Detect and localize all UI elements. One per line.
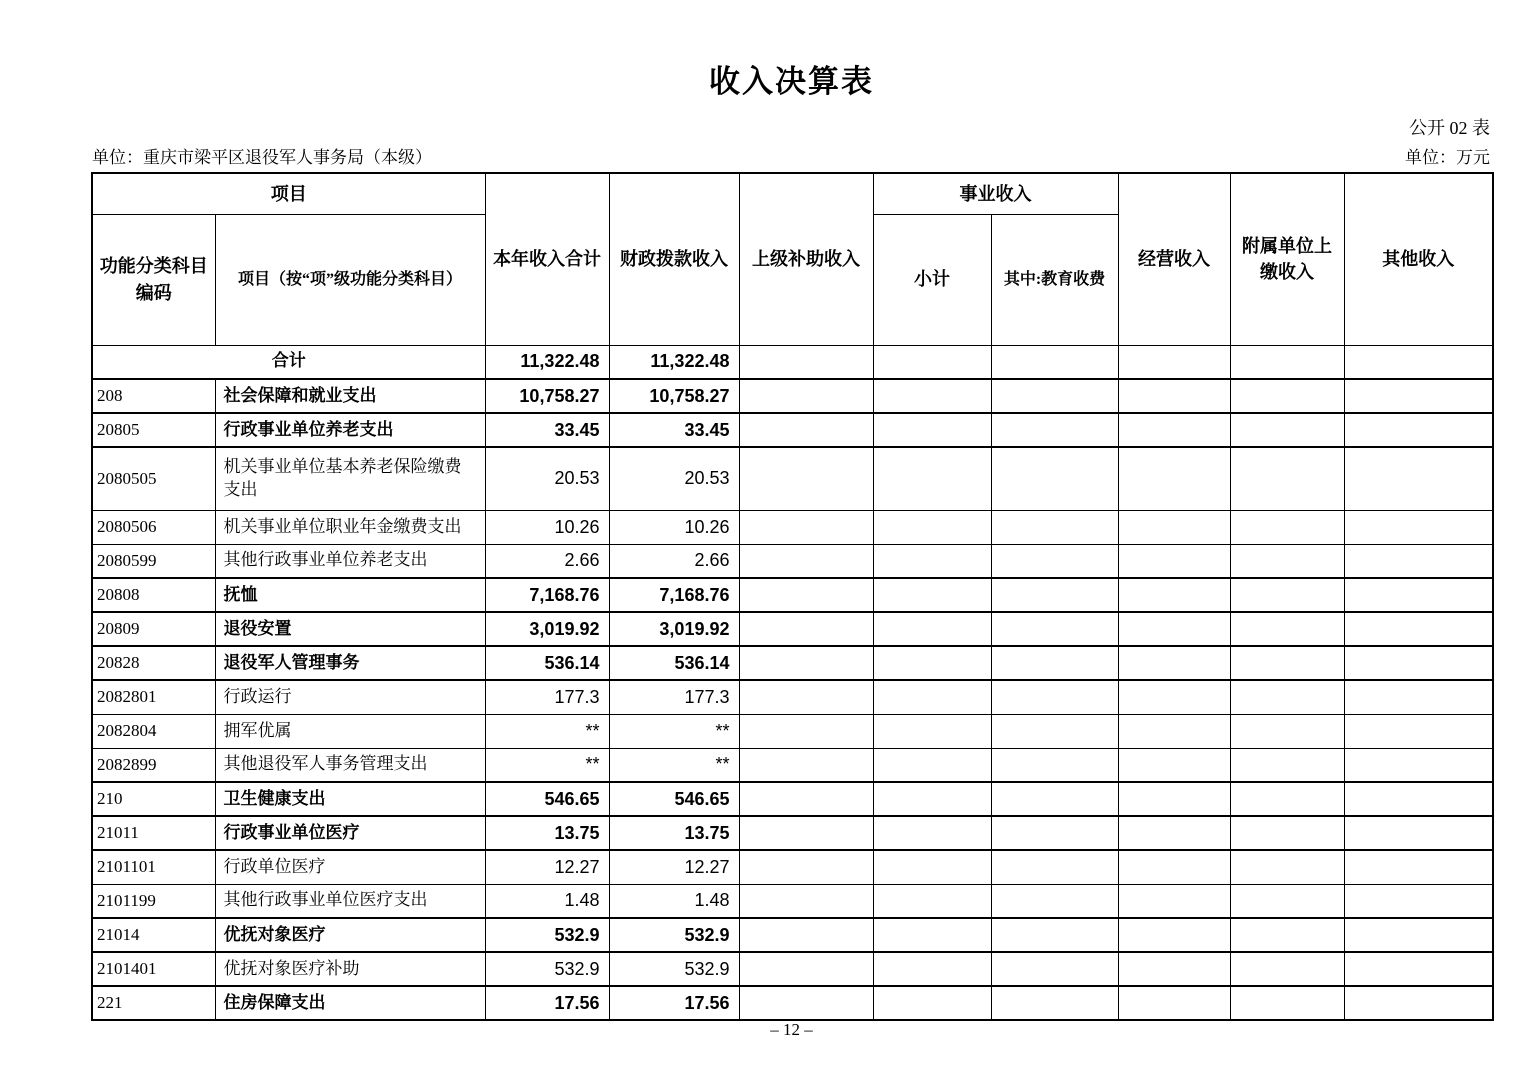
- row-code-cell: 2082804: [92, 714, 215, 748]
- table-row: [92, 680, 1493, 714]
- cell-other: [1344, 612, 1493, 646]
- cell-affiliated: [1230, 850, 1344, 884]
- header-item: 项目（按“项”级功能分类科目）: [215, 214, 485, 345]
- cell-business_subtotal: [873, 578, 991, 612]
- cell-operating: [1118, 447, 1230, 510]
- cell-other: [1344, 413, 1493, 447]
- cell-affiliated: [1230, 379, 1344, 413]
- cell-other: [1344, 578, 1493, 612]
- cell-business_edu: [991, 447, 1118, 510]
- cell-year_total: 532.9: [485, 952, 609, 986]
- cell-affiliated: [1230, 714, 1344, 748]
- cell-fiscal: 532.9: [609, 952, 739, 986]
- cell-business_edu: [991, 850, 1118, 884]
- cell-business_subtotal: [873, 714, 991, 748]
- row-name-cell: 优抚对象医疗补助: [215, 952, 485, 986]
- table-row: [92, 612, 1493, 646]
- cell-fiscal: 10,758.27: [609, 379, 739, 413]
- row-code-cell: 2101401: [92, 952, 215, 986]
- cell-other: [1344, 986, 1493, 1020]
- cell-year_total: 532.9: [485, 918, 609, 952]
- cell-year_total: 11,322.48: [485, 345, 609, 379]
- row-name-cell: 卫生健康支出: [215, 782, 485, 816]
- cell-superior: [739, 379, 873, 413]
- cell-business_edu: [991, 646, 1118, 680]
- row-title-cell: 合计: [92, 345, 485, 379]
- cell-affiliated: [1230, 646, 1344, 680]
- table-row: [92, 714, 1493, 748]
- header-operating: 经营收入: [1118, 173, 1230, 345]
- cell-affiliated: [1230, 952, 1344, 986]
- cell-other: [1344, 447, 1493, 510]
- table-row: [92, 850, 1493, 884]
- row-code-cell: 2082801: [92, 680, 215, 714]
- cell-business_subtotal: [873, 952, 991, 986]
- cell-affiliated: [1230, 447, 1344, 510]
- cell-operating: [1118, 782, 1230, 816]
- cell-affiliated: [1230, 544, 1344, 578]
- header-project-group: 项目: [92, 173, 485, 214]
- cell-business_subtotal: [873, 986, 991, 1020]
- cell-fiscal: **: [609, 748, 739, 782]
- doc-number-label: 公开 02 表: [1409, 118, 1490, 138]
- cell-fiscal: 546.65: [609, 782, 739, 816]
- cell-operating: [1118, 748, 1230, 782]
- row-code-cell: 2082899: [92, 748, 215, 782]
- cell-business_edu: [991, 345, 1118, 379]
- page-title: 收入决算表: [709, 64, 874, 99]
- row-code-cell: 210: [92, 782, 215, 816]
- cell-business_subtotal: [873, 748, 991, 782]
- currency-unit-label: 单位：万元: [1405, 148, 1490, 167]
- row-name-cell: 抚恤: [215, 578, 485, 612]
- row-name-cell: 其他行政事业单位医疗支出: [215, 884, 485, 918]
- row-code-cell: 20805: [92, 413, 215, 447]
- cell-superior: [739, 578, 873, 612]
- table-row: [92, 748, 1493, 782]
- cell-superior: [739, 447, 873, 510]
- cell-operating: [1118, 413, 1230, 447]
- row-name-cell: 退役安置: [215, 612, 485, 646]
- cell-affiliated: [1230, 680, 1344, 714]
- cell-other: [1344, 816, 1493, 850]
- row-code-cell: 20809: [92, 612, 215, 646]
- table-row: [92, 510, 1493, 544]
- cell-operating: [1118, 379, 1230, 413]
- row-code-cell: 2080506: [92, 510, 215, 544]
- row-code-cell: 2080599: [92, 544, 215, 578]
- header-year-total: 本年收入合计: [485, 173, 609, 345]
- cell-operating: [1118, 918, 1230, 952]
- cell-business_subtotal: [873, 544, 991, 578]
- table-row: [92, 986, 1493, 1020]
- cell-business_edu: [991, 379, 1118, 413]
- cell-superior: [739, 510, 873, 544]
- cell-superior: [739, 884, 873, 918]
- cell-business_edu: [991, 612, 1118, 646]
- cell-superior: [739, 986, 873, 1020]
- table-body: [92, 345, 1493, 1020]
- cell-business_edu: [991, 748, 1118, 782]
- cell-fiscal: 532.9: [609, 918, 739, 952]
- cell-operating: [1118, 714, 1230, 748]
- header-affiliated: 附属单位上缴收入: [1230, 173, 1344, 345]
- cell-affiliated: [1230, 510, 1344, 544]
- cell-operating: [1118, 345, 1230, 379]
- cell-superior: [739, 748, 873, 782]
- table-row: [92, 379, 1493, 413]
- cell-year_total: **: [485, 748, 609, 782]
- row-name-cell: 行政运行: [215, 680, 485, 714]
- cell-fiscal: 11,322.48: [609, 345, 739, 379]
- cell-fiscal: 17.56: [609, 986, 739, 1020]
- cell-operating: [1118, 986, 1230, 1020]
- row-code-cell: 21011: [92, 816, 215, 850]
- cell-superior: [739, 952, 873, 986]
- cell-superior: [739, 345, 873, 379]
- cell-business_edu: [991, 578, 1118, 612]
- cell-superior: [739, 850, 873, 884]
- row-name-cell: 优抚对象医疗: [215, 918, 485, 952]
- cell-business_subtotal: [873, 612, 991, 646]
- cell-business_edu: [991, 714, 1118, 748]
- header-business-edu: 其中:教育收费: [991, 214, 1118, 345]
- cell-year_total: 17.56: [485, 986, 609, 1020]
- cell-operating: [1118, 612, 1230, 646]
- row-name-cell: 其他退役军人事务管理支出: [215, 748, 485, 782]
- cell-superior: [739, 544, 873, 578]
- cell-affiliated: [1230, 748, 1344, 782]
- cell-year_total: 3,019.92: [485, 612, 609, 646]
- cell-affiliated: [1230, 816, 1344, 850]
- cell-superior: [739, 612, 873, 646]
- table-row: [92, 544, 1493, 578]
- cell-superior: [739, 918, 873, 952]
- cell-affiliated: [1230, 884, 1344, 918]
- cell-year_total: 20.53: [485, 447, 609, 510]
- table-header: [92, 173, 1493, 345]
- cell-other: [1344, 918, 1493, 952]
- cell-business_edu: [991, 544, 1118, 578]
- cell-superior: [739, 816, 873, 850]
- cell-business_subtotal: [873, 345, 991, 379]
- row-name-cell: 机关事业单位职业年金缴费支出: [215, 510, 485, 544]
- cell-fiscal: 10.26: [609, 510, 739, 544]
- cell-affiliated: [1230, 612, 1344, 646]
- cell-superior: [739, 782, 873, 816]
- cell-operating: [1118, 646, 1230, 680]
- cell-superior: [739, 714, 873, 748]
- cell-year_total: 10.26: [485, 510, 609, 544]
- cell-year_total: 12.27: [485, 850, 609, 884]
- cell-business_edu: [991, 986, 1118, 1020]
- header-other: 其他收入: [1344, 173, 1493, 345]
- header-code: 功能分类科目编码: [92, 214, 215, 345]
- cell-business_subtotal: [873, 850, 991, 884]
- cell-business_edu: [991, 918, 1118, 952]
- cell-other: [1344, 748, 1493, 782]
- table-row: [92, 918, 1493, 952]
- cell-fiscal: 177.3: [609, 680, 739, 714]
- cell-other: [1344, 510, 1493, 544]
- row-code-cell: 20808: [92, 578, 215, 612]
- cell-fiscal: 33.45: [609, 413, 739, 447]
- cell-year_total: 536.14: [485, 646, 609, 680]
- cell-affiliated: [1230, 345, 1344, 379]
- cell-other: [1344, 884, 1493, 918]
- cell-other: [1344, 714, 1493, 748]
- cell-fiscal: 12.27: [609, 850, 739, 884]
- cell-affiliated: [1230, 413, 1344, 447]
- table-row: [92, 646, 1493, 680]
- cell-other: [1344, 952, 1493, 986]
- cell-business_subtotal: [873, 884, 991, 918]
- cell-operating: [1118, 510, 1230, 544]
- cell-business_edu: [991, 884, 1118, 918]
- row-name-cell: 行政事业单位医疗: [215, 816, 485, 850]
- cell-affiliated: [1230, 986, 1344, 1020]
- row-name-cell: 其他行政事业单位养老支出: [215, 544, 485, 578]
- cell-fiscal: 1.48: [609, 884, 739, 918]
- cell-business_edu: [991, 510, 1118, 544]
- table-row: [92, 345, 1493, 379]
- row-code-cell: 2101199: [92, 884, 215, 918]
- cell-year_total: 10,758.27: [485, 379, 609, 413]
- cell-year_total: 1.48: [485, 884, 609, 918]
- cell-fiscal: 13.75: [609, 816, 739, 850]
- cell-fiscal: 2.66: [609, 544, 739, 578]
- cell-fiscal: 7,168.76: [609, 578, 739, 612]
- cell-fiscal: 20.53: [609, 447, 739, 510]
- cell-year_total: 33.45: [485, 413, 609, 447]
- row-code-cell: 2080505: [92, 447, 215, 510]
- cell-business_subtotal: [873, 413, 991, 447]
- cell-year_total: 2.66: [485, 544, 609, 578]
- cell-business_subtotal: [873, 918, 991, 952]
- cell-operating: [1118, 680, 1230, 714]
- cell-affiliated: [1230, 782, 1344, 816]
- table-row: [92, 782, 1493, 816]
- cell-business_edu: [991, 680, 1118, 714]
- cell-business_subtotal: [873, 379, 991, 413]
- cell-business_edu: [991, 816, 1118, 850]
- row-code-cell: 21014: [92, 918, 215, 952]
- row-code-cell: 20828: [92, 646, 215, 680]
- table-row: [92, 816, 1493, 850]
- cell-operating: [1118, 884, 1230, 918]
- cell-year_total: **: [485, 714, 609, 748]
- cell-business_edu: [991, 782, 1118, 816]
- cell-operating: [1118, 578, 1230, 612]
- org-unit-label: 单位：重庆市梁平区退役军人事务局（本级）: [92, 148, 432, 167]
- cell-operating: [1118, 816, 1230, 850]
- cell-other: [1344, 782, 1493, 816]
- table-row: [92, 884, 1493, 918]
- row-name-cell: 退役军人管理事务: [215, 646, 485, 680]
- cell-affiliated: [1230, 918, 1344, 952]
- cell-business_subtotal: [873, 447, 991, 510]
- cell-operating: [1118, 850, 1230, 884]
- header-business-subtotal: 小计: [873, 214, 991, 345]
- cell-business_subtotal: [873, 816, 991, 850]
- row-name-cell: 住房保障支出: [215, 986, 485, 1020]
- header-superior: 上级补助收入: [739, 173, 873, 345]
- row-name-cell: 拥军优属: [215, 714, 485, 748]
- cell-other: [1344, 680, 1493, 714]
- cell-fiscal: **: [609, 714, 739, 748]
- cell-operating: [1118, 952, 1230, 986]
- cell-superior: [739, 413, 873, 447]
- row-code-cell: 2101101: [92, 850, 215, 884]
- cell-business_edu: [991, 952, 1118, 986]
- cell-year_total: 13.75: [485, 816, 609, 850]
- row-name-cell: 社会保障和就业支出: [215, 379, 485, 413]
- row-code-cell: 221: [92, 986, 215, 1020]
- cell-operating: [1118, 544, 1230, 578]
- cell-fiscal: 536.14: [609, 646, 739, 680]
- header-fiscal: 财政拨款收入: [609, 173, 739, 345]
- cell-business_subtotal: [873, 510, 991, 544]
- cell-superior: [739, 680, 873, 714]
- cell-year_total: 546.65: [485, 782, 609, 816]
- revenue-table-wrapper: [91, 172, 1494, 1021]
- row-name-cell: 行政单位医疗: [215, 850, 485, 884]
- cell-year_total: 7,168.76: [485, 578, 609, 612]
- cell-business_subtotal: [873, 782, 991, 816]
- cell-business_edu: [991, 413, 1118, 447]
- cell-year_total: 177.3: [485, 680, 609, 714]
- cell-other: [1344, 850, 1493, 884]
- table-row: [92, 578, 1493, 612]
- row-name-cell: 机关事业单位基本养老保险缴费支出: [215, 447, 485, 510]
- cell-other: [1344, 379, 1493, 413]
- page-number: – 12 –: [770, 1020, 813, 1039]
- cell-business_subtotal: [873, 646, 991, 680]
- table-row: [92, 952, 1493, 986]
- cell-other: [1344, 544, 1493, 578]
- cell-fiscal: 3,019.92: [609, 612, 739, 646]
- header-business-group: 事业收入: [873, 173, 1118, 214]
- row-code-cell: 208: [92, 379, 215, 413]
- cell-affiliated: [1230, 578, 1344, 612]
- row-name-cell: 行政事业单位养老支出: [215, 413, 485, 447]
- table-row: [92, 413, 1493, 447]
- revenue-table: [91, 172, 1494, 1021]
- cell-superior: [739, 646, 873, 680]
- cell-business_subtotal: [873, 680, 991, 714]
- cell-other: [1344, 646, 1493, 680]
- cell-other: [1344, 345, 1493, 379]
- table-row: [92, 447, 1493, 510]
